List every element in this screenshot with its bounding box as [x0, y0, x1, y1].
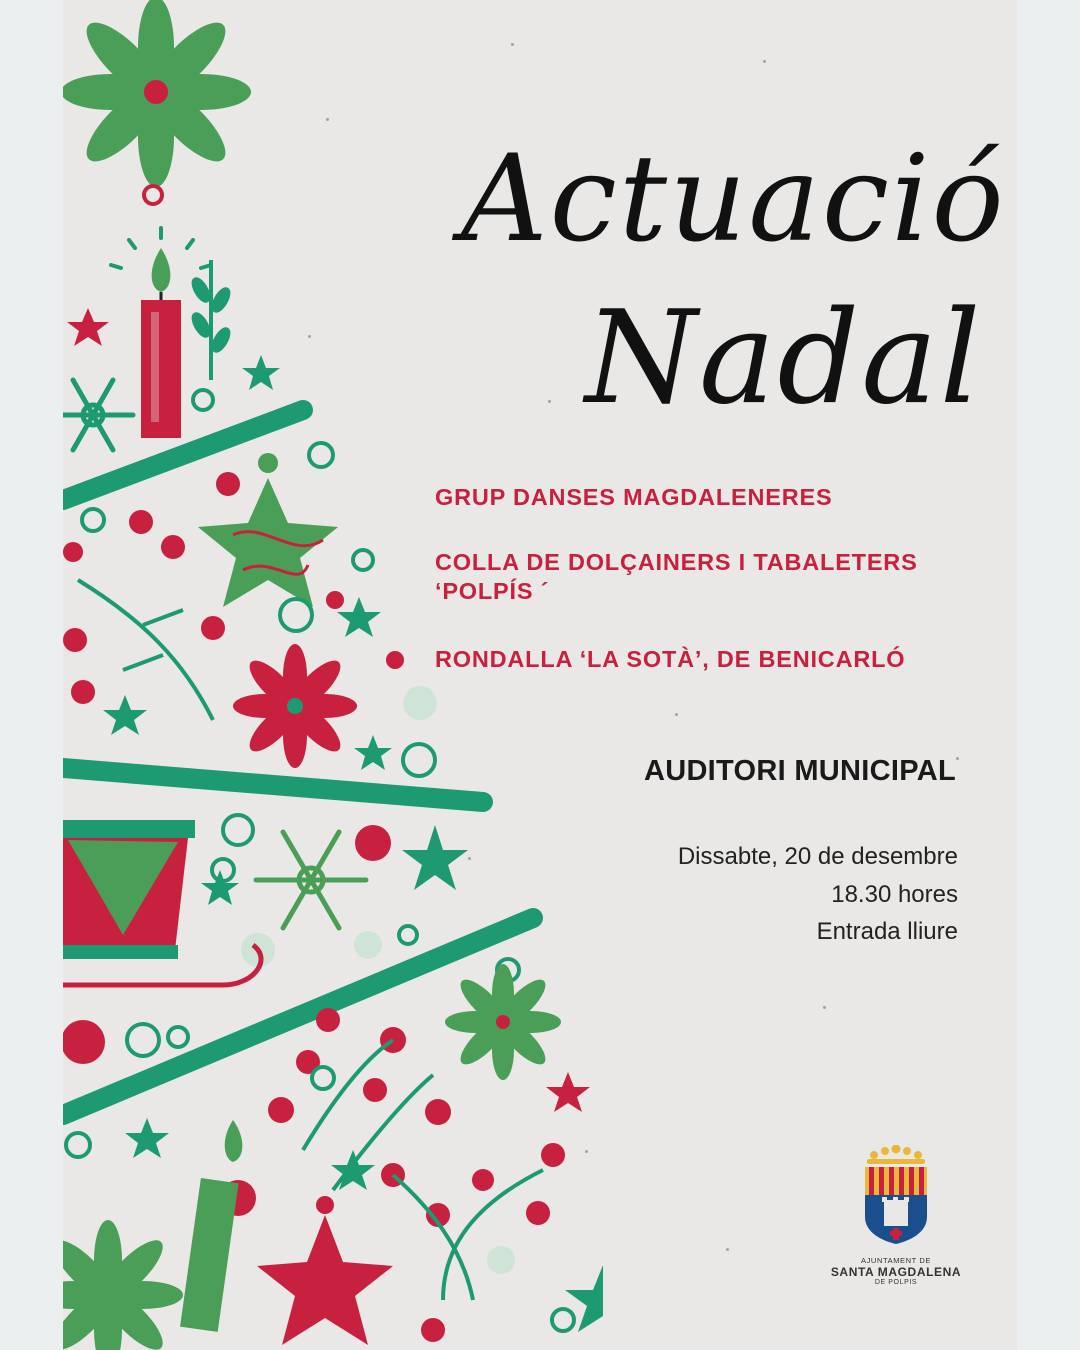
logo-caption [829, 1256, 963, 1286]
tree-garland [63, 768, 483, 802]
ornament-ring [144, 186, 162, 204]
event-date: Dissabte, 20 de desembre [677, 843, 958, 870]
performer-3: RONDALLA ‘LA SOTÀ’, DE BENICARLÓ [435, 646, 906, 672]
event-details [678, 838, 958, 951]
green-poinsettia-icon [63, 1220, 183, 1350]
red-star-icon [67, 308, 109, 346]
green-poinsettia-icon [445, 964, 561, 1080]
event-time: 18.30 hores [831, 880, 958, 908]
paper-speck [823, 1006, 826, 1009]
leaf-branch-icon [191, 260, 232, 380]
event-entry: Entrada lliure [816, 918, 958, 945]
candle-icon [180, 1120, 242, 1332]
snowflake-icon [256, 832, 366, 928]
paper-speck [675, 713, 678, 716]
logo-line-1: AJUNTAMENT DE [860, 1256, 932, 1265]
logo-line-3: DE POLPIS [874, 1279, 918, 1286]
title-line-1: Actuació [461, 130, 1006, 269]
title-line-2: Nadal [585, 284, 983, 433]
performer-2: COLLA DE DOLÇAINERS I TABALETERS ‘POLPÍS ´ [435, 549, 918, 604]
red-poinsettia-icon [233, 644, 357, 768]
paper-speck [956, 757, 959, 760]
performer-1: GRUP DANSES MAGDALENERES [435, 484, 833, 510]
poinsettia-star-icon [63, 0, 251, 187]
paper-speck [763, 60, 766, 63]
star-ornament-icon [257, 1196, 393, 1345]
snowflake-icon [63, 380, 133, 450]
logo-line-2: SANTA MAGDALENA [830, 1265, 962, 1279]
venue: AUDITORI MUNICIPAL [643, 755, 956, 787]
paper-speck [726, 1248, 729, 1251]
poster [63, 0, 1017, 1350]
drum-icon [63, 820, 195, 959]
coat-of-arms-icon [829, 1145, 963, 1245]
town-hall-logo [829, 1145, 963, 1286]
